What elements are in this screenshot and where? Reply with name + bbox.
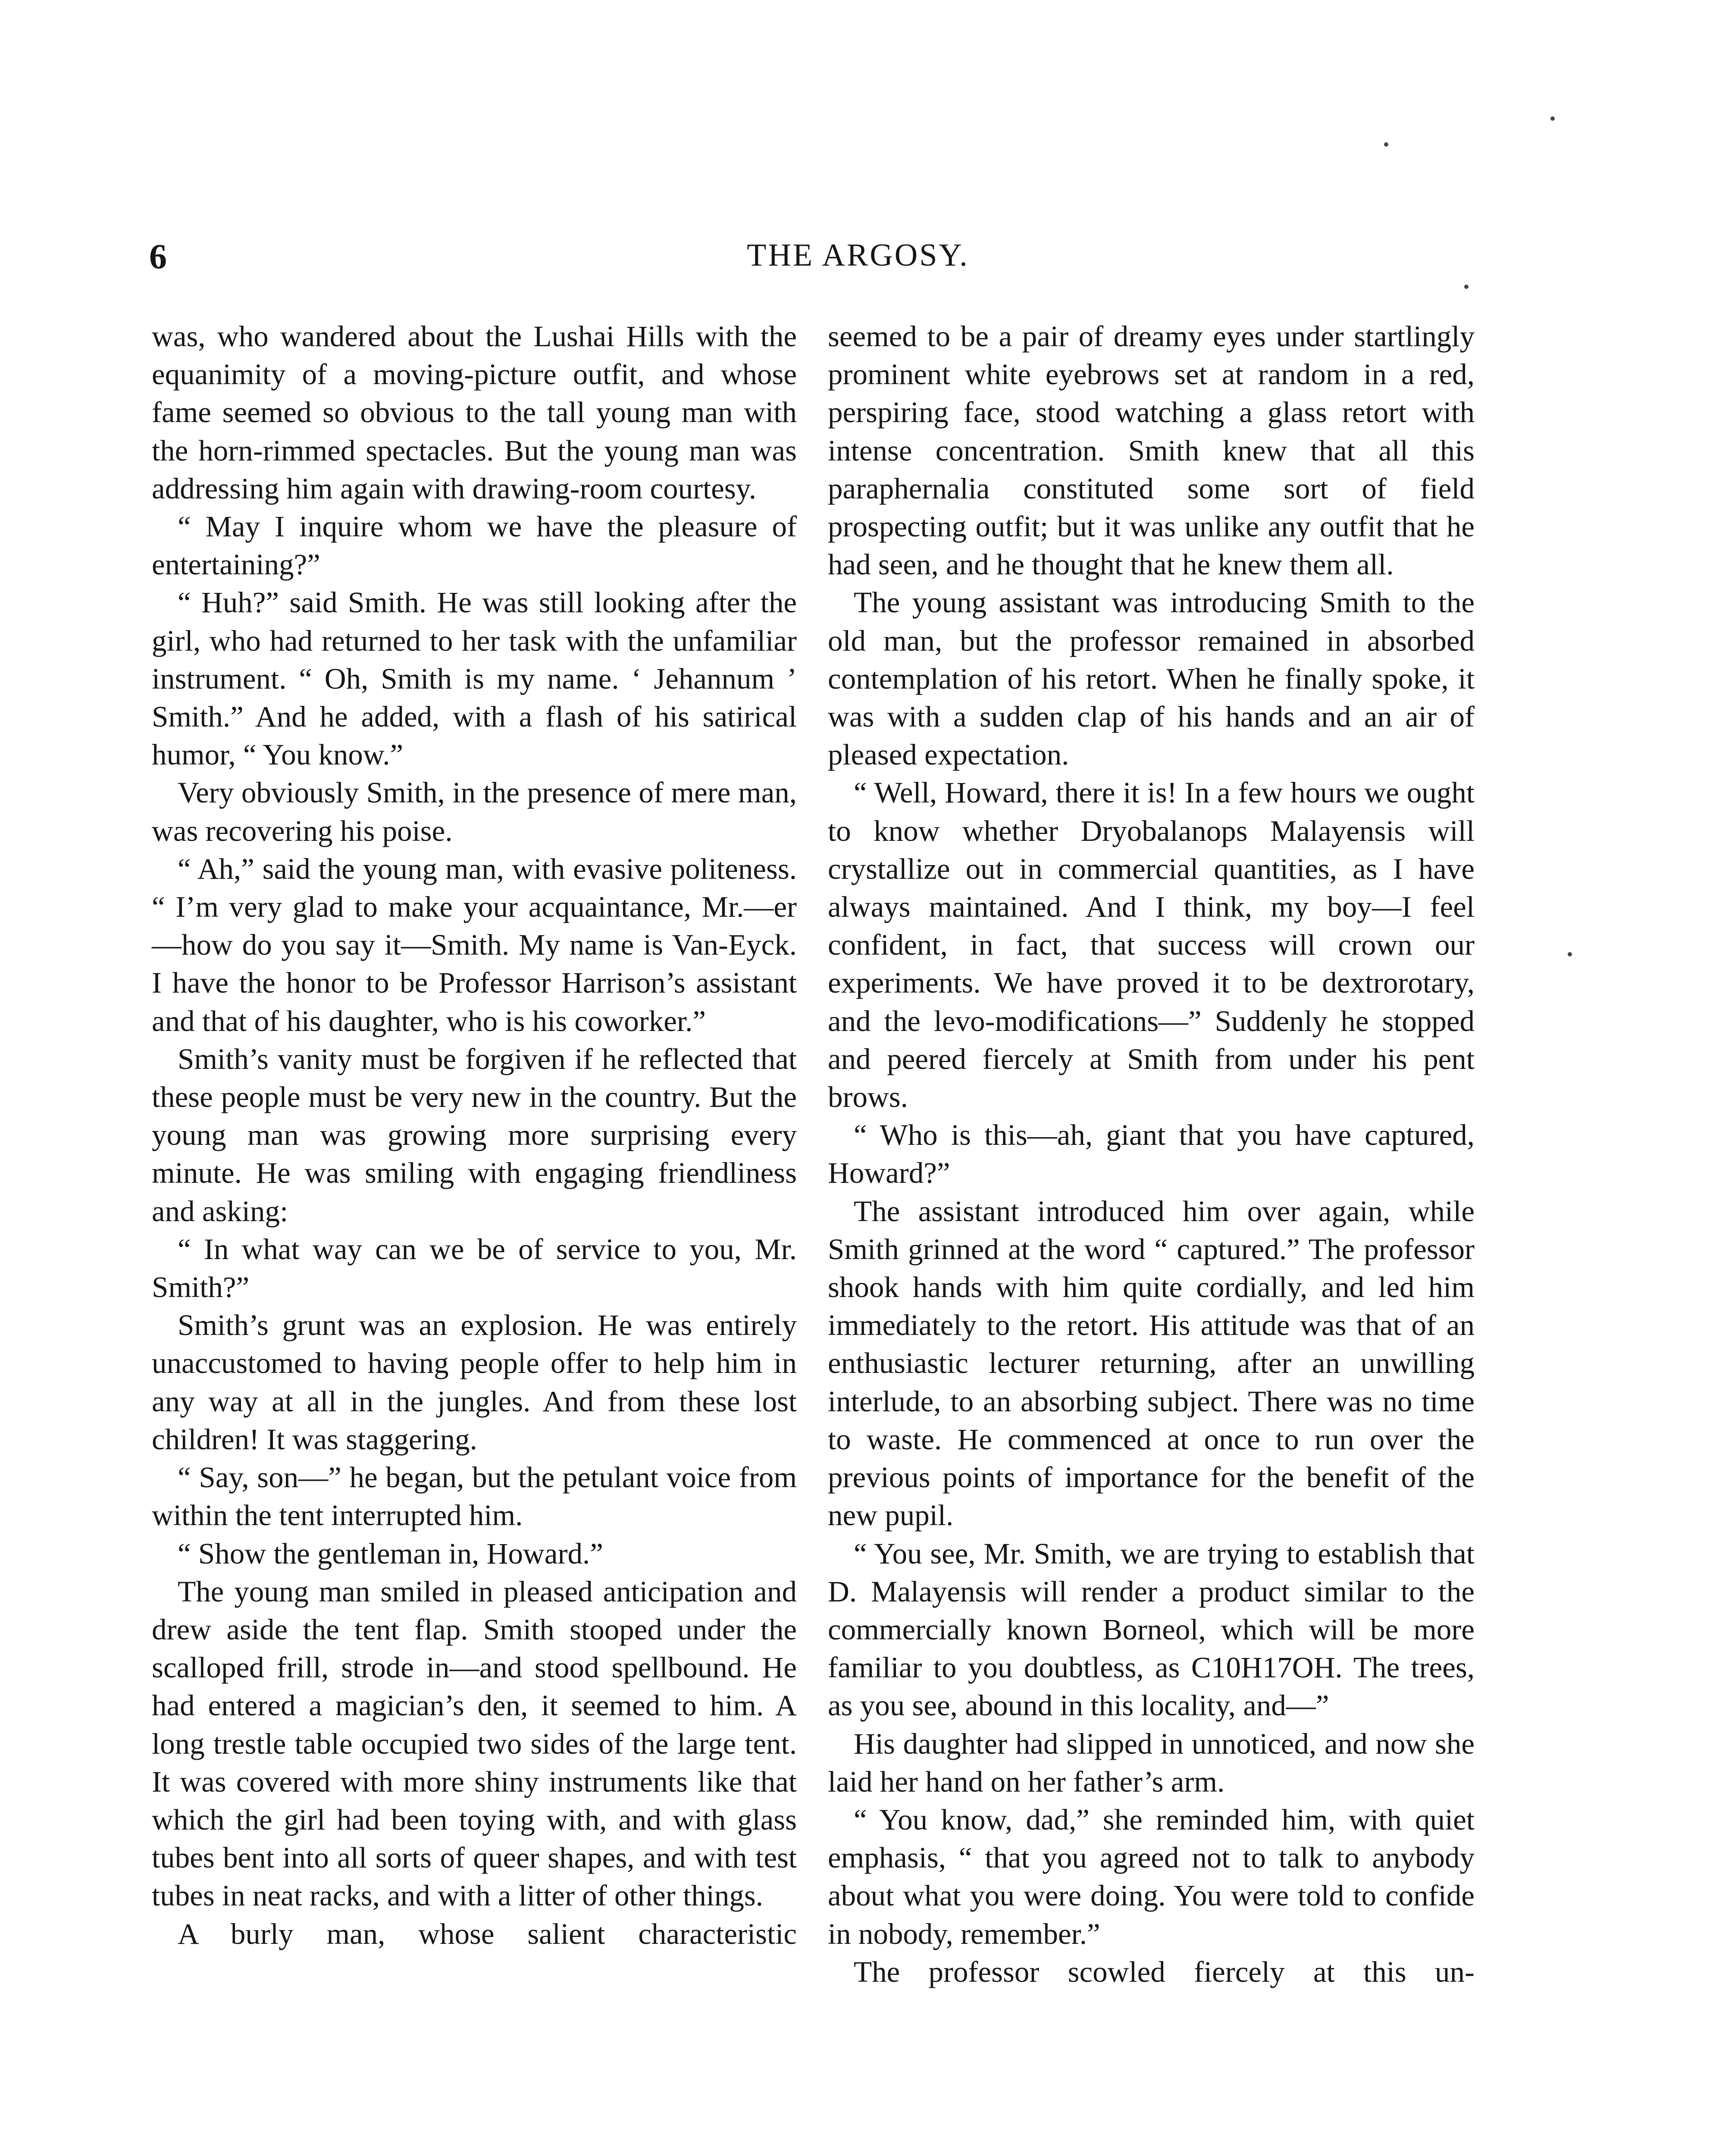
print-speck <box>1464 285 1469 289</box>
paragraph: The young assistant was introducing Smith to the old man, but the professor remained in absorbed contemplation of his retort. When he finally spoke, it was with a sudden clap of his hands and an air of pleased expectation. <box>828 586 1475 771</box>
paragraph: The young man smiled in pleased anticipation and drew aside the tent flap. Smith stooped under the scalloped frill, strode in—and stood spellbound. He had entered a magician’s den, it seemed to him. A long trestle table occupied two sides of the large tent. It was covered with more shiny instruments like that which the girl had been toying with, and with glass tubes bent into all sorts of queer shapes, and with test tubes in neat racks, and with a litter of other things. <box>152 1575 797 1912</box>
paragraph: “ Who is this—ah, giant that you have captured, Howard?” <box>828 1119 1475 1190</box>
paragraph: “ Say, son—” he began, but the petulant voice from within the tent interrupted him. <box>152 1461 797 1532</box>
print-speck <box>1568 952 1572 956</box>
running-head: THE ARGOSY. <box>747 238 969 273</box>
page-number: 6 <box>149 237 167 276</box>
print-speck <box>1550 116 1555 121</box>
paragraph: “ Huh?” said Smith. He was still looking after the girl, who had returned to her task with the unfamiliar instrument. “ Oh, Smith is my name. ‘ Jehannum ’ Smith.” And he added, with a flash of his satirical humor, “ You know.” <box>152 586 797 771</box>
paragraph: His daughter had slipped in unnoticed, and now she laid her hand on her father’s arm. <box>828 1727 1475 1798</box>
paragraph: The assistant introduced him over again, while Smith grinned at the word “ captured.” The professor shook hands with him quite cordially, and led him immediately to the retort. His attitude was that of an enthusiastic lecturer returning, after an unwilling interlude, to an absorbing subject. There was no time to waste. He commenced at once to run over the previous points of importance for the benefit of the new pupil. <box>828 1194 1475 1532</box>
paragraph: “ Show the gentleman in, Howard.” <box>178 1537 603 1570</box>
paragraph: “ Well, Howard, there it is! In a few hours we ought to know whether Dryobalanops Malayensis will crystallize out in commercial quantities, as I have always maintained. And I think, my boy—I feel confident, in fact, that success will crown our experiments. We have proved it to be dextrorotary, and the levo-modifications—” Suddenly he stopped and peered fiercely at Smith from under his pent brows. <box>828 776 1475 1114</box>
paragraph: seemed to be a pair of dreamy eyes under startlingly prominent white eyebrows set at random in a red, perspiring face, stood watching a glass retort with intense concentration. Smith knew that all this paraphernalia constituted some sort of field prospecting outfit; but it was unlike any outfit that he had seen, and he thought that he knew them all. <box>828 320 1475 581</box>
right-column <box>828 317 1475 1991</box>
paragraph: “ Ah,” said the young man, with evasive politeness. “ I’m very glad to make your acquaintance, Mr.—er—how do you say it—Smith. My name is Van-Eyck. I have the honor to be Professor Harrison’s assistant and that of his daughter, who is his coworker.” <box>152 852 797 1037</box>
paragraph: “ May I inquire whom we have the pleasure of entertaining?” <box>152 510 797 581</box>
paragraph: “ In what way can we be of service to you, Mr. Smith?” <box>152 1232 797 1304</box>
paragraph: was, who wandered about the Lushai Hills with the equanimity of a moving-picture outfit, and whose fame seemed so obvious to the tall young man with the horn-rimmed spectacles. But the young man was addressing him again with drawing-room courtesy. <box>152 320 797 505</box>
paragraph: Smith’s grunt was an explosion. He was entirely unaccustomed to having people offer to help him in any way at all in the jungles. And from these lost children! It was staggering. <box>152 1309 797 1456</box>
left-column <box>152 317 797 1953</box>
paragraph: Very obviously Smith, in the presence of mere man, was recovering his poise. <box>152 776 797 847</box>
paragraph: “ You see, Mr. Smith, we are trying to establish that D. Malayensis will render a product similar to the commercially known Borneol, which will be more familiar to you doubtless, as C10H17OH. The trees, as you see, abound in this locality, and—” <box>828 1537 1475 1722</box>
paragraph: A burly man, whose salient characteristic <box>178 1917 797 1950</box>
print-speck <box>1384 142 1388 147</box>
paragraph: The professor scowled fiercely at this un- <box>854 1955 1475 1988</box>
paragraph: Smith’s vanity must be forgiven if he reflected that these people must be very new in the country. But the young man was growing more surprising every minute. He was smiling with engaging friendliness and asking: <box>152 1042 797 1228</box>
paragraph: “ You know, dad,” she reminded him, with quiet emphasis, “ that you agreed not to talk to anybody about what you were doing. You were told to confide in nobody, remember.” <box>828 1803 1475 1950</box>
